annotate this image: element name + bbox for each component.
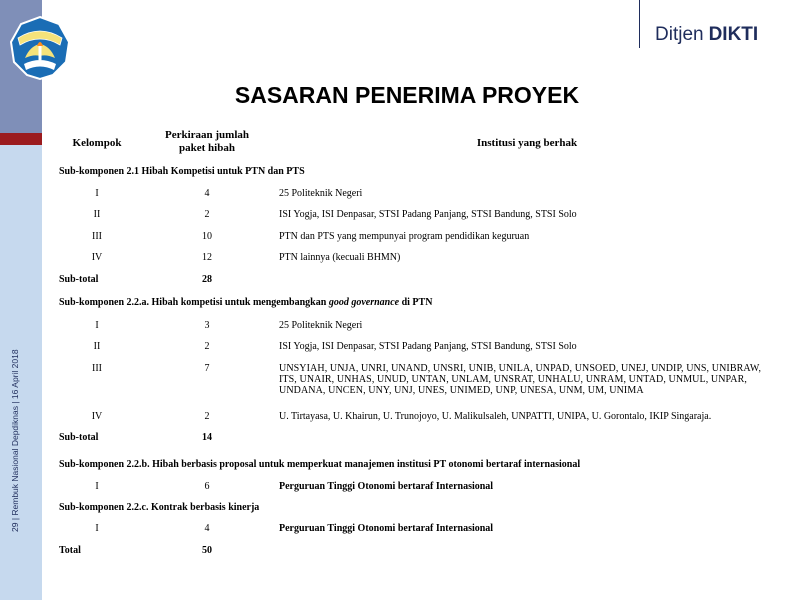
cell-kelompok: I — [95, 188, 99, 199]
subtotal-label: Sub-total — [59, 274, 99, 285]
section-title-suffix: di PTN — [399, 297, 433, 308]
cell-paket: 7 — [204, 363, 210, 374]
header-paket: Perkiraan jumlah paket hibah — [164, 129, 250, 154]
section-title-italic: good governance — [328, 297, 400, 308]
cell-institusi: Perguruan Tinggi Otonomi bertaraf Internasional — [279, 481, 494, 492]
brand-name: DIKTI — [708, 24, 759, 45]
section-title: Sub-komponen 2.2.b. Hibah berbasis proposal untuk memperkuat manajemen institusi PT otonomi bertaraf internasional — [59, 459, 581, 470]
cell-kelompok: III — [92, 231, 102, 242]
cell-kelompok: II — [93, 209, 101, 220]
cell-paket: 2 — [204, 341, 210, 352]
cell-institusi: ISI Yogja, ISI Denpasar, STSI Padang Panjang, STSI Bandung, STSI Solo — [279, 209, 577, 220]
cell-institusi: ISI Yogja, ISI Denpasar, STSI Padang Panjang, STSI Bandung, STSI Solo — [279, 341, 577, 352]
cell-paket: 2 — [204, 209, 210, 220]
brand-divider — [639, 0, 640, 48]
cell-kelompok: I — [95, 481, 99, 492]
cell-kelompok: I — [95, 523, 99, 534]
section-title: Sub-komponen 2.1 Hibah Kompetisi untuk PTN dan PTS — [59, 166, 305, 177]
cell-kelompok: IV — [91, 411, 103, 422]
cell-institusi: 25 Politeknik Negeri — [279, 188, 363, 199]
section-title: Sub-komponen 2.2.c. Kontrak berbasis kinerja — [59, 502, 260, 513]
page-title: SASARAN PENERIMA PROYEK — [234, 82, 580, 108]
cell-kelompok: II — [93, 341, 101, 352]
header-institusi: Institusi yang berhak — [476, 137, 578, 149]
cell-institusi: UNSYIAH, UNJA, UNRI, UNAND, UNSRI, UNIB, UNILA, UNPAD, UNSOED, UNEJ, UNDIP, UNS, UNIBRAW, ITS, UNAIR, UNHAS, UNUD, UNTAN, UNLAM, UNSRAT, UNHALU, UNRAM, UNTAD, UNMUL, UNPAR, UNDANA, UNCEN, UNY, UNJ, UNES, UNIMED, UNP, UNESA, UNM, UM, UNIMA — [279, 363, 762, 396]
cell-paket: 12 — [202, 252, 212, 263]
cell-paket: 4 — [204, 523, 210, 534]
cell-paket: 10 — [202, 231, 212, 242]
cell-paket: 3 — [204, 320, 210, 331]
tut-wuri-handayani-emblem — [8, 16, 72, 80]
total-value: 50 — [202, 545, 212, 556]
cell-paket: 2 — [204, 411, 210, 422]
header-kelompok: Kelompok — [72, 137, 122, 149]
cell-kelompok: IV — [91, 252, 103, 263]
cell-paket: 6 — [204, 481, 210, 492]
cell-institusi: PTN lainnya (kecuali BHMN) — [279, 252, 401, 263]
cell-kelompok: I — [95, 320, 99, 331]
cell-institusi: 25 Politeknik Negeri — [279, 320, 363, 331]
subtotal-label: Sub-total — [59, 432, 99, 443]
sidebar-red-stripe — [0, 133, 42, 145]
section-title-text: Sub-komponen 2.2.a. Hibah kompetisi untuk mengembangkan — [59, 297, 329, 308]
sidebar-footer-text: 29 | Rembuk Nasional Depdiknas | 16 April 2018 — [10, 349, 20, 532]
cell-institusi: Perguruan Tinggi Otonomi bertaraf Internasional — [279, 523, 494, 534]
total-label: Total — [59, 545, 81, 556]
brand-prefix: Ditjen — [655, 24, 704, 45]
cell-institusi: U. Tirtayasa, U. Khairun, U. Trunojoyo, U. Malikulsaleh, UNPATTI, UNIPA, U. Gorontalo, IKIP Singaraja. — [279, 411, 712, 422]
cell-institusi: PTN dan PTS yang mempunyai program pendidikan keguruan — [279, 231, 530, 242]
brand-logo-text — [655, 24, 758, 46]
cell-paket: 4 — [204, 188, 210, 199]
section-title — [59, 297, 432, 308]
subtotal-value: 28 — [202, 274, 212, 285]
cell-kelompok: III — [92, 363, 102, 374]
subtotal-value: 14 — [202, 432, 212, 443]
